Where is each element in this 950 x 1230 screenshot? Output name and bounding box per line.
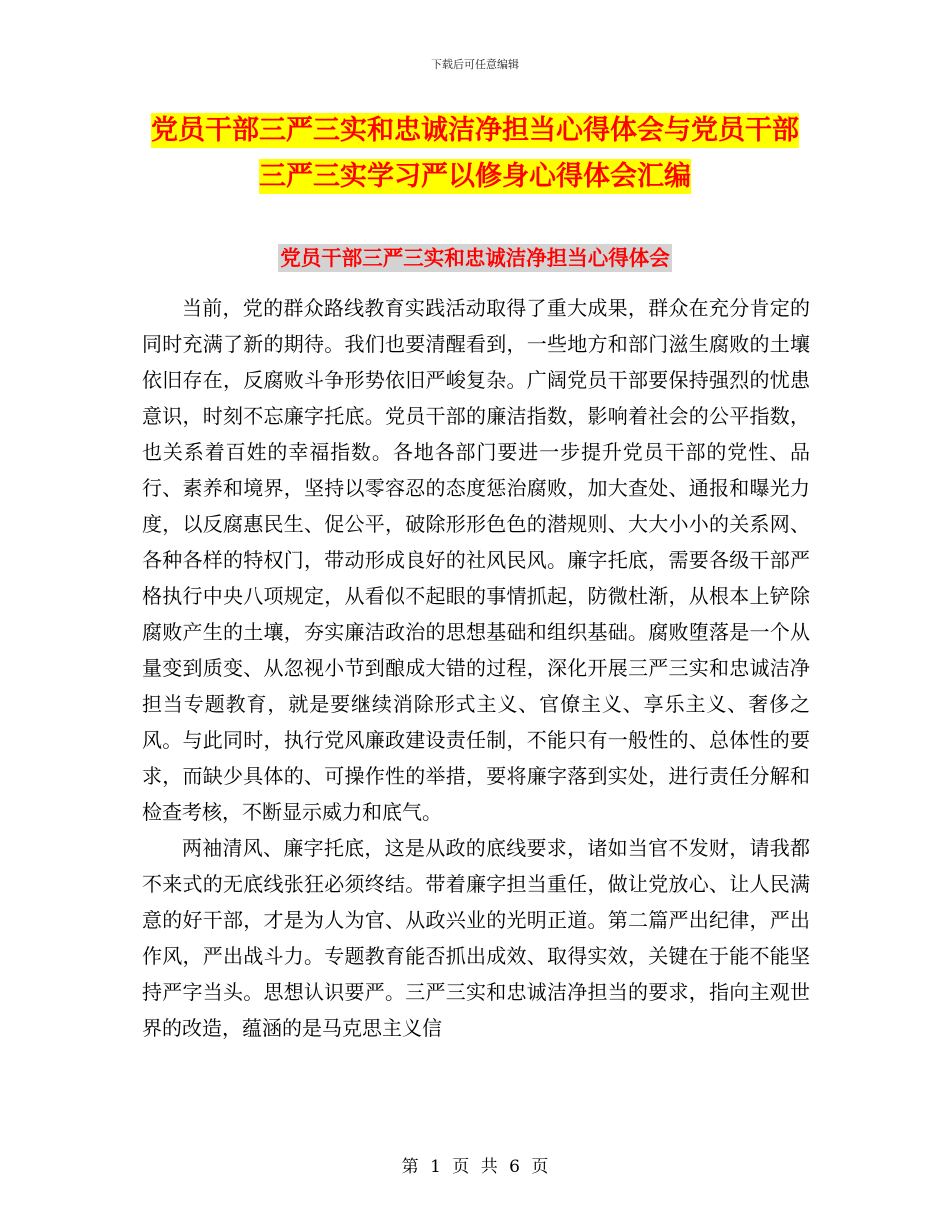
document-title-text: 党员干部三严三实和忠诚洁净担当心得体会与党员干部三严三实学习严以修身心得体会汇编: [151, 115, 799, 192]
body-text: [142, 290, 810, 1046]
paragraph: 两袖清风、廉字托底，这是从政的底线要求，诸如当官不发财，请我都不来式的无底线张狂必须终结。带着廉字担当重任，做让党放心、让人民满意的好干部，才是为人为官、从政兴业的光明正道。第二篇严出纪律，严出作风，严出战斗力。专题教育能否抓出成效、取得实效，关键在于能不能坚持严字当头。思想认识要严。三严三实和忠诚洁净担当的要求，指向主观世界的改造，蕴涵的是马克思主义信: [142, 836, 810, 1040]
page-footer: 第 1 页 共 6 页: [401, 1157, 549, 1177]
section-title-text: 党员干部三严三实和忠诚洁净担当心得体会: [280, 246, 670, 270]
paragraph: 当前，党的群众路线教育实践活动取得了重大成果，群众在充分肯定的同时充满了新的期待。我们也要清醒看到，一些地方和部门滋生腐败的土壤依旧存在，反腐败斗争形势依旧严峻复杂。广阔党员干部要保持强烈的忧患意识，时刻不忘廉字托底。党员干部的廉洁指数，影响着社会的公平指数，也关系着百姓的幸福指数。各地各部门要进一步提升党员干部的党性、品行、素养和境界，坚持以零容忍的态度惩治腐败，加大查处、通报和曝光力度，以反腐惠民生、促公平，破除形形色色的潜规则、大大小小的关系网、各种各样的特权门，带动形成良好的社风民风。廉字托底，需要各级干部严格执行中央八项规定，从看似不起眼的事情抓起，防微杜渐，从根本上铲除腐败产生的土壤，夯实廉洁政治的思想基础和组织基础。腐败堕落是一个从量变到质变、从忽视小节到酿成大错的过程，深化开展三严三实和忠诚洁净担当专题教育，就是要继续消除形式主义、官僚主义、享乐主义、奢侈之风。与此同时，执行党风廉政建设责任制，不能只有一般性的、总体性的要求，而缺少具体的、可操作性的举措，要将廉字落到实处，进行责任分解和检查考核，不断显示威力和底气。: [142, 296, 810, 824]
document-title: [140, 108, 810, 200]
section-title: [0, 243, 950, 273]
header-note: 下载后可任意编辑: [431, 58, 519, 71]
